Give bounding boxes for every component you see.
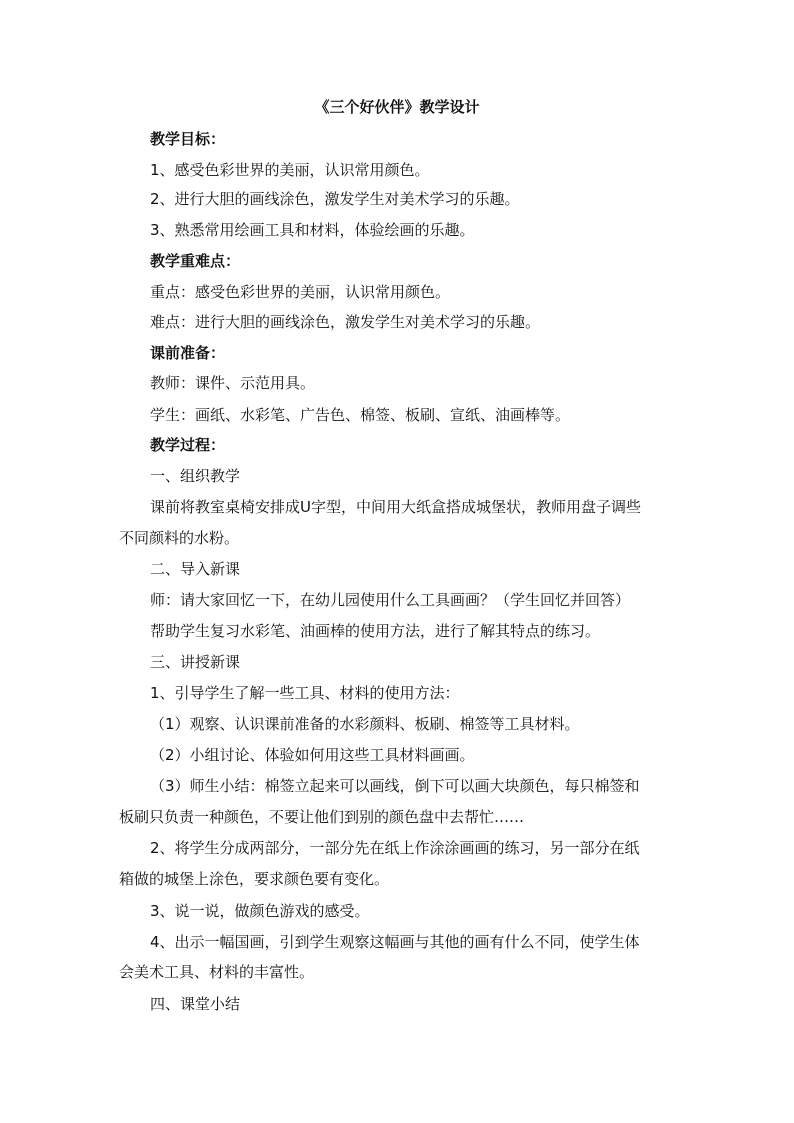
difficult-point: 难点：进行大胆的画线涂色，激发学生对美术学习的乐趣。: [150, 313, 541, 331]
section-3-subitem-2: （2）小组讨论、体验如何用这些工具材料画画。: [150, 746, 475, 764]
section-3-subitem-3-line-2: 板刷只负责一种颜色，不要让他们到别的颜色盘中去帮忙……: [119, 808, 525, 826]
prep-student: 学生：画纸、水彩笔、广告色、棉签、板刷、宣纸、油画棒等。: [150, 406, 571, 424]
section-1-paragraph-line-2: 不同颜料的水粉。: [119, 529, 240, 547]
section-heading-1: 一、组织教学: [150, 467, 241, 485]
process-heading: 教学过程：: [150, 436, 226, 454]
prep-teacher: 教师：课件、示范用具。: [150, 374, 316, 392]
section-3-paragraph-1: 1、引导学生了解一些工具、材料的使用方法：: [150, 684, 460, 702]
section-3-paragraph-2-line-1: 2、将学生分成两部分，一部分先在纸上作涂涂画画的练习，另一部分在纸: [150, 839, 640, 857]
goal-item-1: 1、感受色彩世界的美丽，认识常用颜色。: [150, 161, 430, 179]
section-1-paragraph-line-1: 课前将教室桌椅安排成U字型，中间用大纸盒搭成城堡状，教师用盘子调些: [150, 498, 641, 516]
section-2-paragraph-1: 师：请大家回忆一下，在幼儿园使用什么工具画画？（学生回忆并回答）: [150, 591, 631, 609]
section-3-paragraph-4-line-2: 会美术工具、材料的丰富性。: [119, 963, 315, 981]
section-3-subitem-3-line-1: （3）师生小结：棉签立起来可以画线，倒下可以画大块颜色，每只棉签和: [150, 777, 640, 795]
goal-item-2: 2、进行大胆的画线涂色，激发学生对美术学习的乐趣。: [150, 190, 520, 208]
section-3-paragraph-3: 3、说一说，做颜色游戏的感受。: [150, 902, 370, 920]
section-3-paragraph-4-line-1: 4、出示一幅国画，引到学生观察这幅画与其他的画有什么不同，使学生体: [150, 933, 640, 951]
section-heading-4: 四、课堂小结: [150, 995, 241, 1013]
key-point: 重点：感受色彩世界的美丽，认识常用颜色。: [150, 283, 451, 301]
document-title: 《三个好伙伴》教学设计: [314, 98, 480, 116]
goals-heading: 教学目标：: [150, 130, 226, 148]
section-heading-2: 二、导入新课: [150, 560, 241, 578]
key-heading: 教学重难点：: [150, 252, 241, 270]
section-heading-3: 三、讲授新课: [150, 653, 241, 671]
goal-item-3: 3、熟悉常用绘画工具和材料，体验绘画的乐趣。: [150, 221, 475, 239]
prep-heading: 课前准备：: [150, 344, 226, 362]
section-2-paragraph-2: 帮助学生复习水彩笔、油画棒的使用方法，进行了解其特点的练习。: [150, 622, 601, 640]
section-3-subitem-1: （1）观察、认识课前准备的水彩颜料、板刷、棉签等工具材料。: [150, 715, 580, 733]
section-3-paragraph-2-line-2: 箱做的城堡上涂色，要求颜色要有变化。: [119, 870, 390, 888]
